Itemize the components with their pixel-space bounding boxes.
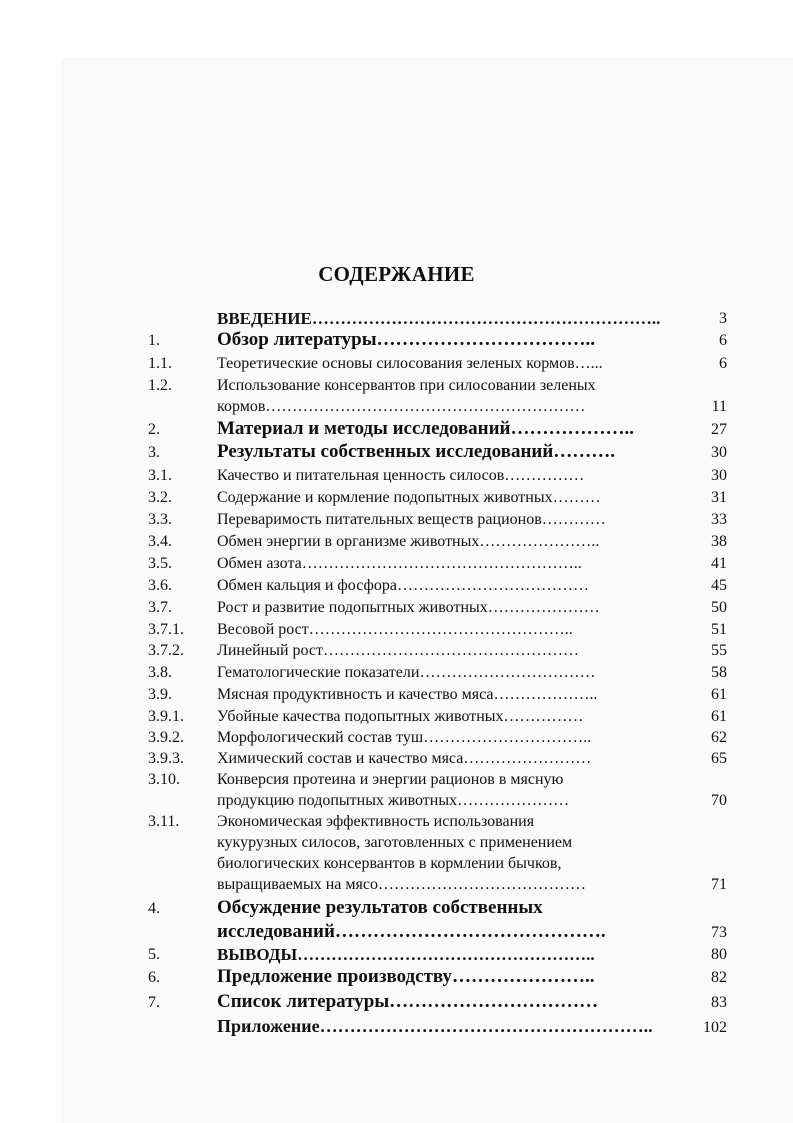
toc-entry-page: 11 [711,398,727,415]
toc-entry-text: Качество и питательная ценность силосов…………… [217,467,585,484]
toc-entry-number: 3.6. [148,577,172,594]
toc-entry-text: Морфологический состав туш………………………….. [217,729,592,746]
page-title: СОДЕРЖАНИЕ [318,262,475,286]
toc-entry-page: 58 [711,664,727,681]
toc-entry-text-line-3: биологических консервантов в кормлении бычков, [217,855,562,872]
toc-entry-text: Конверсия протеина и энергии рационов в мясную [217,771,564,788]
toc-entry-text: Предложение производству………………….. [217,966,595,987]
toc-entry-page: 55 [711,642,727,659]
toc-entry-page: 45 [711,577,727,594]
toc-entry-page: 30 [711,467,727,484]
toc-entry-page: 51 [711,621,727,638]
toc-entry-text: Обзор литературы…………………………….. [217,329,596,350]
toc-entry-page: 6 [719,355,727,372]
toc-entry-page: 83 [711,994,727,1011]
toc-entry-page: 30 [711,444,727,461]
toc-entry-text: Материал и методы исследований……………….. [217,418,634,439]
toc-entry-text: Содержание и кормление подопытных животных……… [217,489,601,506]
toc-entry-page: 61 [711,708,727,725]
toc-entry-number: 7. [148,994,160,1011]
toc-entry-page: 50 [711,599,727,616]
toc-entry-number: 3. [148,444,160,461]
toc-entry-number: 1.2. [148,377,172,394]
toc-entry-number: 3.7. [148,599,172,616]
toc-entry-page: 62 [711,729,727,746]
toc-entry-text-line-2: кормов…………………………………………………… [217,398,586,415]
toc-entry-number: 3.7.1. [148,621,184,638]
toc-entry-number: 3.2. [148,489,172,506]
toc-entry-page: 31 [711,489,727,506]
toc-entry-text: Рост и развитие подопытных животных………………… [217,599,600,616]
toc-entry-number: 2. [148,421,160,438]
toc-entry-page: 3 [719,310,727,327]
toc-entry-page: 61 [711,686,727,703]
toc-entry-text: Обмен кальция и фосфора……………………………… [217,577,589,594]
toc-entry-number: 3.1. [148,467,172,484]
toc-entry-text: ВВЕДЕНИЕ…………………………………………………….. [217,309,661,328]
toc-entry-number: 3.9.2. [148,729,184,746]
toc-entry-page: 65 [711,750,727,767]
toc-entry-number: 3.11. [148,813,180,830]
toc-entry-text: ВЫВОДЫ…………………………………………….. [217,945,595,964]
toc-entry-number: 3.9.3. [148,750,184,767]
toc-entry-page: 41 [711,555,727,572]
toc-entry-text: Список литературы…………………………… [217,991,599,1012]
toc-entry-page: 27 [711,421,727,438]
toc-entry-text: Обсуждение результатов собственных [217,897,543,918]
toc-entry-page: 73 [711,924,727,941]
toc-entry-number: 3.3. [148,511,172,528]
toc-entry-page: 102 [703,1019,727,1036]
toc-entry-number: 3.9.1. [148,708,184,725]
toc-entry-text-line-4: выращиваемых на мясо………………………………… [217,876,586,893]
toc-entry-number: 4. [148,900,160,917]
toc-entry-number: 3.5. [148,555,172,572]
toc-entry-text: Приложение……………………………………………….. [217,1016,653,1036]
toc-entry-text: Мясная продуктивность и качество мяса……………….. [217,686,598,703]
toc-entry-page: 70 [711,792,727,809]
toc-entry-text-line-2: кукурузных силосов, заготовленных с применением [217,834,573,851]
toc-entry-text: Экономическая эффективность использования [217,813,535,830]
toc-entry-number: 3.7.2. [148,642,184,659]
toc-entry-text: Теоретические основы силосования зеленых кормов…... [217,355,603,372]
toc-entry-text: Убойные качества подопытных животных…………… [217,708,584,725]
toc-entry-text: Результаты собственных исследований………. [217,441,616,462]
toc-entry-number: 1.1. [148,355,172,372]
toc-entry-page: 82 [711,969,727,986]
toc-entry-page: 71 [711,876,727,893]
toc-entry-page: 80 [711,946,727,963]
toc-entry-number: 6. [148,969,160,986]
toc-entry-text: Обмен энергии в организме животных………………….. [217,533,600,550]
toc-entry-number: 3.8. [148,664,172,681]
toc-entry-text: Линейный рост………………………………………… [217,642,580,659]
toc-entry-page: 6 [719,332,727,349]
toc-entry-text-line-2: исследований……………………………………. [217,921,606,942]
toc-entry-number: 1. [148,332,160,349]
toc-entry-text: Переваримость питательных веществ рационов………… [217,511,606,528]
toc-entry-text: Химический состав и качество мяса…………………… [217,750,592,767]
toc-entry-number: 3.10. [148,771,180,788]
toc-entry-text: Гематологические показатели…………………………… [217,664,596,681]
toc-entry-text: Весовой рост………………………………………….. [217,621,573,638]
toc-entry-text: Обмен азота…………………………………………….. [217,555,582,572]
toc-entry-number: 5. [148,946,160,963]
toc-entry-page: 33 [711,511,727,528]
toc-entry-text: Использование консервантов при силосовании зеленых [217,377,596,394]
toc-entry-page: 38 [711,533,727,550]
toc-entry-text-line-2: продукцию подопытных животных………………… [217,792,570,809]
toc-entry-number: 3.9. [148,686,172,703]
toc-entry-number: 3.4. [148,533,172,550]
